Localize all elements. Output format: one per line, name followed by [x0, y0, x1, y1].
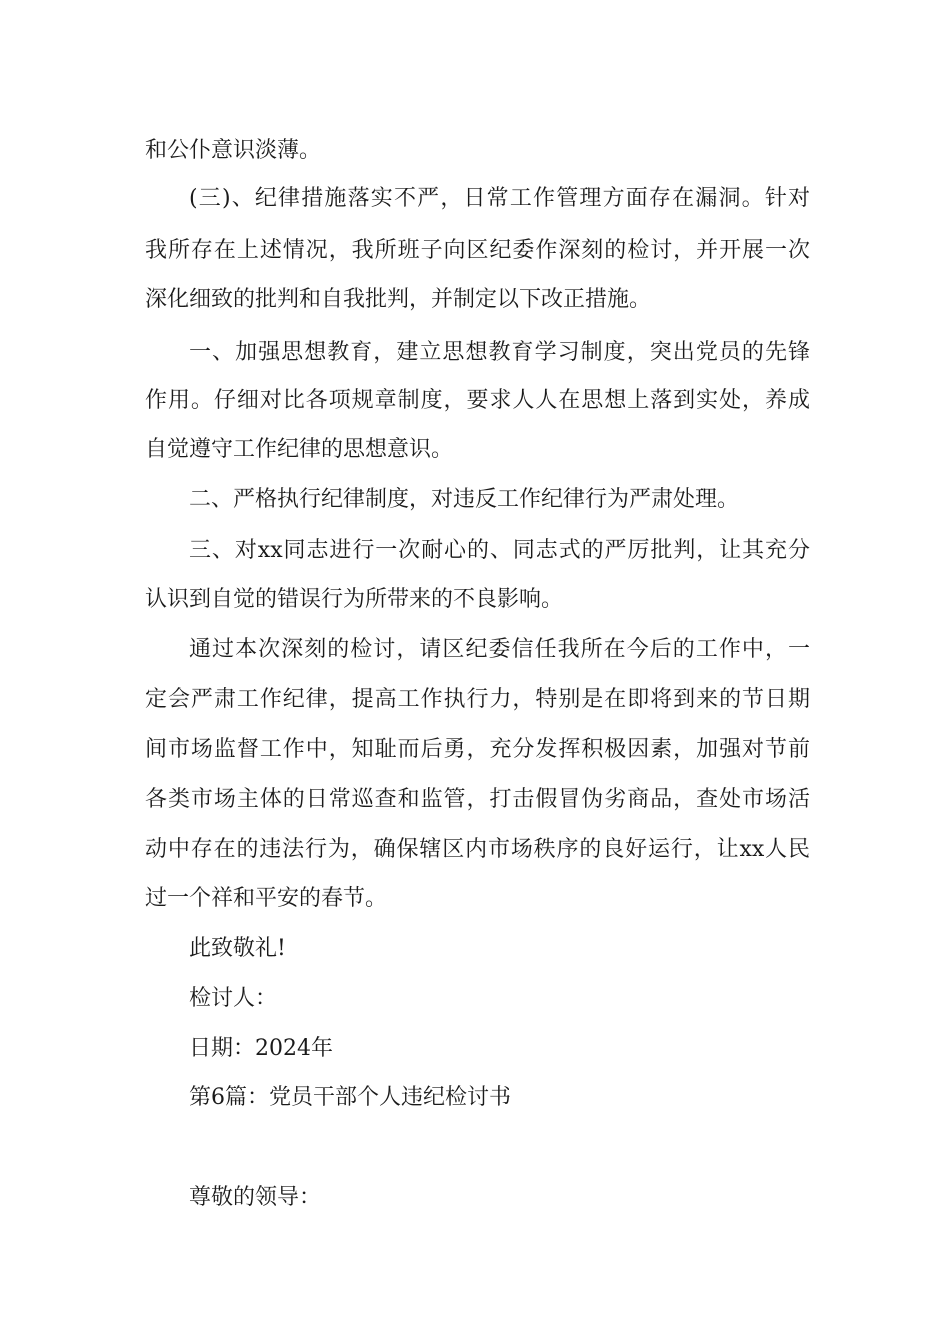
text-line: 通过本次深刻的检讨，请区纪委信任我所在今后的工作中，一 [189, 637, 810, 662]
text-line: 我所存在上述情况，我所班子向区纪委作深刻的检讨，并开展一次 [145, 238, 810, 263]
text-line: 认识到自觉的错误行为所带来的不良影响。 [145, 587, 564, 612]
text-line: 作用。仔细对比各项规章制度，要求人人在思想上落到实处，养成 [145, 388, 810, 413]
text-line: (三)、纪律措施落实不严，日常工作管理方面存在漏洞。针对 [189, 186, 810, 211]
text-line: 自觉遵守工作纪律的思想意识。 [145, 437, 454, 462]
text-line: 动中存在的违法行为，确保辖区内市场秩序的良好运行，让xx人民 [145, 837, 810, 862]
greeting-line: 尊敬的领导： [189, 1185, 322, 1210]
closing-salutation: 此致敬礼! [189, 936, 286, 961]
text-line: 各类市场主体的日常巡查和监管，打击假冒伪劣商品，查处市场活 [145, 787, 810, 812]
section-heading: 第6篇：党员干部个人违纪检讨书 [189, 1085, 511, 1110]
text-line: 定会严肃工作纪律，提高工作执行力，特别是在即将到来的节日期 [145, 687, 810, 712]
text-line: 一、加强思想教育，建立思想教育学习制度，突出党员的先锋 [189, 340, 810, 365]
text-line: 二、严格执行纪律制度，对违反工作纪律行为严肃处理。 [189, 487, 740, 512]
text-line: 和公仆意识淡薄。 [145, 138, 322, 163]
text-line: 间市场监督工作中，知耻而后勇，充分发挥积极因素，加强对节前 [145, 737, 810, 762]
text-line: 三、对xx同志进行一次耐心的、同志式的严厉批判，让其充分 [189, 538, 810, 563]
text-line: 深化细致的批判和自我批判，并制定以下改正措施。 [145, 287, 652, 312]
signature-label: 检讨人： [189, 986, 278, 1011]
text-line: 过一个祥和平安的春节。 [145, 886, 388, 911]
date-label: 日期：2024年 [189, 1036, 333, 1061]
